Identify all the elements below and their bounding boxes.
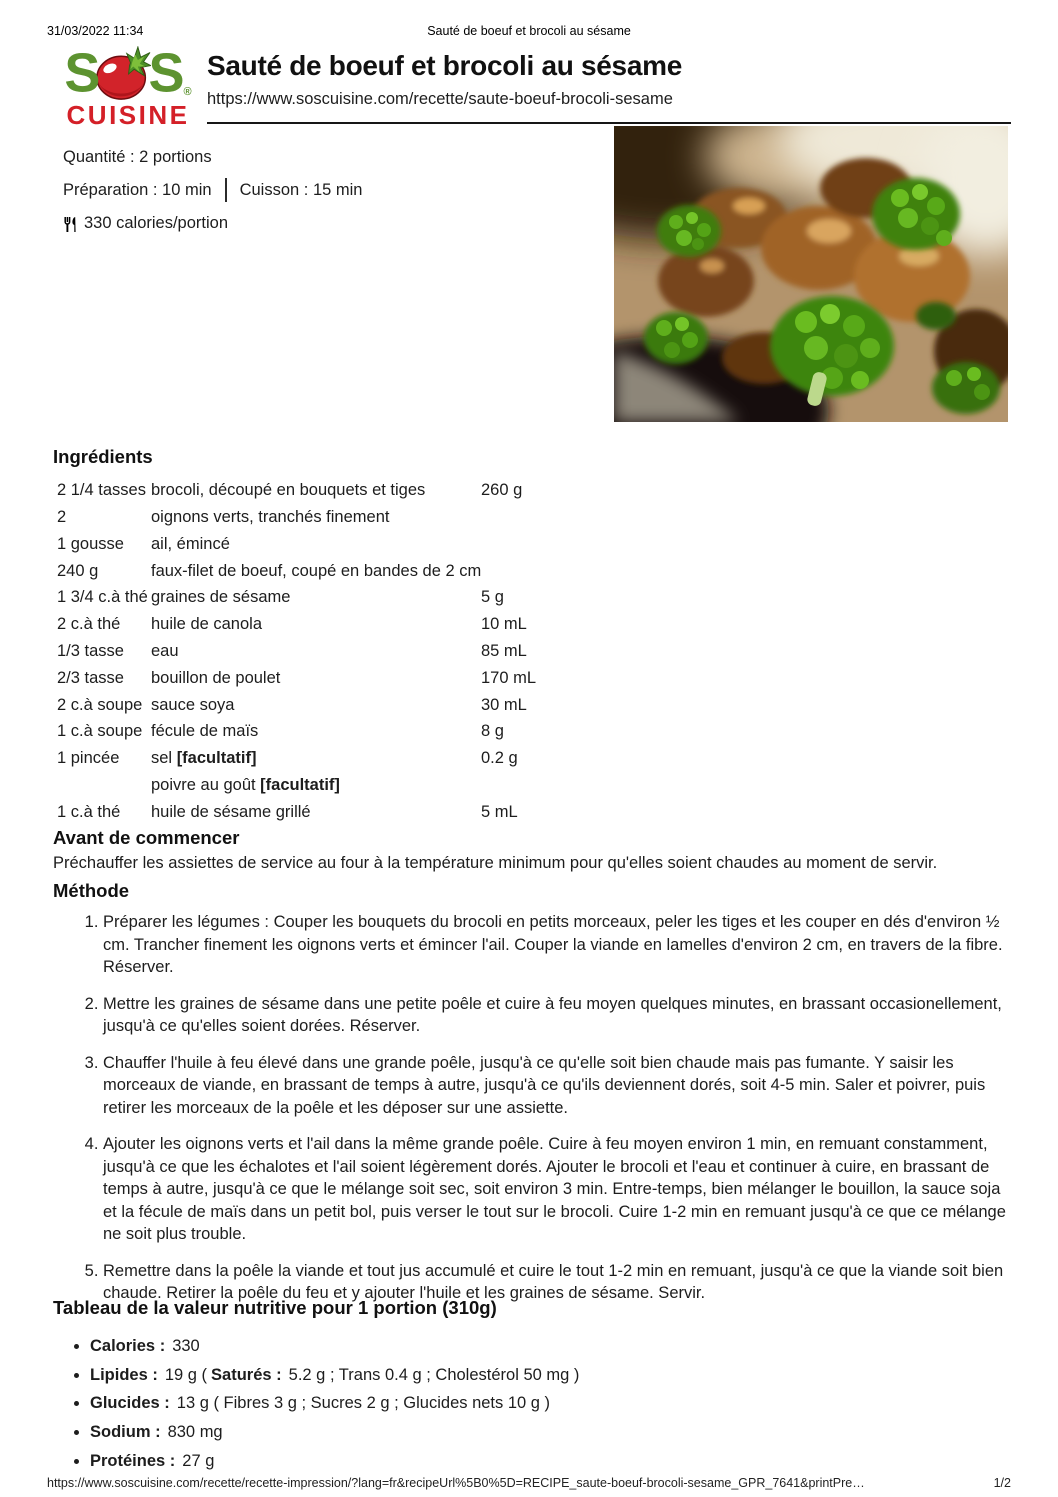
ingredient-qty: 1 gousse <box>57 534 124 553</box>
ingredient-row <box>53 718 653 745</box>
fork-knife-icon <box>63 216 79 233</box>
ingredient-qty <box>53 772 151 799</box>
recipe-photo <box>614 126 1008 422</box>
method-step <box>103 1052 1015 1120</box>
nutrition-value: 27 g <box>182 1451 215 1470</box>
ingredient-name-text: brocoli, découpé en bouquets et tiges <box>151 481 426 500</box>
before-section <box>53 826 1015 874</box>
footer-url: https://www.soscuisine.com/recette/recette-impression/?lang=fr&recipeUrl%5B0%5D=RECIPE_saute-boeuf-brocoli-sesame_GPR_7641&printPre… <box>47 1476 865 1490</box>
ingredient-name-text: fécule de maïs <box>151 722 259 741</box>
method-heading: Méthode <box>53 880 130 901</box>
ingredient-metric: 85 mL <box>481 641 527 660</box>
ingredient-name <box>151 745 481 772</box>
ingredient-qty: 240 g <box>57 561 99 580</box>
nutrition-sublabel: Saturés : <box>211 1365 282 1384</box>
ingredient-name-text: sel <box>151 749 177 768</box>
ingredient-metric: 260 g <box>481 481 523 500</box>
ingredient-name <box>151 558 481 585</box>
method-step <box>103 911 1015 979</box>
footer-page-number: 1/2 <box>993 1476 1011 1490</box>
ingredient-metric: 5 mL <box>481 802 518 821</box>
ingredient-metric: 170 mL <box>481 668 537 687</box>
nutrition-value: 830 mg <box>167 1422 223 1441</box>
ingredient-name-text: poivre au goût <box>151 775 261 794</box>
ingredient-qty: 1 pincée <box>57 749 120 768</box>
brand-logo <box>60 42 196 130</box>
nutrition-label: Calories : <box>90 1337 166 1356</box>
nutrition-item <box>90 1332 1015 1361</box>
nutrition-value: 13 g ( Fibres 3 g ; Sucres 2 g ; Glucides nets 10 g ) <box>176 1394 551 1413</box>
logo-letter-s2: S <box>148 42 183 104</box>
meta-times-row <box>63 179 362 201</box>
ingredient-name-text: graines de sésame <box>151 588 291 607</box>
ingredients-heading: Ingrédients <box>53 446 153 467</box>
header-divider <box>207 122 1011 124</box>
registered-mark: ® <box>183 86 192 98</box>
ingredient-name <box>151 611 481 638</box>
ingredient-row <box>53 665 653 692</box>
brand-logo-top <box>60 42 196 104</box>
ingredient-metric: 0.2 g <box>481 749 518 768</box>
ingredient-name <box>151 692 481 719</box>
ingredient-name-text: huile de canola <box>151 615 263 634</box>
ingredient-name-text: bouillon de poulet <box>151 668 281 687</box>
nutrition-heading: Tableau de la valeur nutritive pour 1 portion (310g) <box>53 1297 497 1318</box>
print-footer <box>47 1476 1011 1490</box>
print-datetime: 31/03/2022 11:34 <box>47 24 144 38</box>
ingredient-name <box>151 477 481 504</box>
method-step-text: Préparer les légumes : Couper les bouquets du brocoli en petits morceaux, peler les tiges et les couper en dés d'environ ½ cm. Trancher finement les oignons verts et émincer l'ail. Couper la viande en lamelles d'environ 2 cm, en travers de la fibre. Réserver. <box>103 913 1003 977</box>
ingredient-qty: 2/3 tasse <box>57 668 124 687</box>
ingredient-name-text: ail, émincé <box>151 534 230 553</box>
ingredient-optional: [facultatif] <box>260 775 340 794</box>
ingredient-row <box>53 638 653 665</box>
ingredient-qty: 1 c.à soupe <box>57 722 143 741</box>
ingredient-row <box>53 558 653 585</box>
ingredient-name-text: sauce soya <box>151 695 235 714</box>
nutrition-item <box>90 1418 1015 1447</box>
ingredient-qty: 2 <box>57 507 67 526</box>
nutrition-label: Glucides : <box>90 1394 170 1413</box>
ingredient-name-text: oignons verts, tranchés finement <box>151 507 390 526</box>
ingredient-metric: 5 g <box>481 588 504 607</box>
method-steps <box>53 911 1015 1305</box>
recipe-title: Sauté de boeuf et brocoli au sésame <box>207 50 682 81</box>
ingredient-name <box>151 638 481 665</box>
ingredient-name-text: faux-filet de boeuf, coupé en bandes de 2 cm <box>151 561 482 580</box>
ingredient-name <box>151 772 481 799</box>
meta-calories-row <box>63 212 362 234</box>
before-text: Préchauffer les assiettes de service au four à la température minimum pour qu'elles soient chaudes au moment de servir. <box>53 854 938 873</box>
logo-letter-s1: S <box>64 42 99 104</box>
ingredient-qty: 1/3 tasse <box>57 641 124 660</box>
recipe-url: https://www.soscuisine.com/recette/saute-boeuf-brocoli-sesame <box>207 89 673 108</box>
ingredients-table <box>53 477 653 825</box>
ingredient-name <box>151 665 481 692</box>
title-block <box>207 49 1011 124</box>
nutrition-item <box>90 1447 1015 1476</box>
ingredient-name <box>151 584 481 611</box>
meta-quantity-row <box>63 146 362 168</box>
ingredient-metric: 30 mL <box>481 695 527 714</box>
ingredient-qty: 1 3/4 c.à thé <box>57 588 148 607</box>
ingredient-row <box>53 611 653 638</box>
ingredient-row <box>53 692 653 719</box>
logo-wordmark: CUISINE <box>66 100 190 130</box>
method-step-text: Mettre les graines de sésame dans une petite poêle et cuire à feu moyen quelques minutes, en brassant occasionellement, jusqu'à ce qu'elles soient dorées. Réserver. <box>103 994 1002 1036</box>
calories-label: 330 calories/portion <box>84 213 229 232</box>
times-divider <box>225 178 227 202</box>
ingredient-name-text: huile de sésame grillé <box>151 802 311 821</box>
nutrition-section <box>53 1296 1015 1475</box>
recipe-meta <box>63 146 362 245</box>
ingredient-qty: 2 1/4 tasses <box>57 481 146 500</box>
ingredients-section <box>53 445 653 825</box>
ingredient-row <box>53 504 653 531</box>
method-step-text: Ajouter les oignons verts et l'ail dans la même grande poêle. Cuire à feu moyen environ 1 min, en remuant constamment, jusqu'à ce que les échalotes et l'ail soient légèrement dorés. Ajouter le brocoli et l'eau et continuer à cuire, en brassant de temps à autre, jusqu'à ce que le mélange soit sec, soit environ 3 min. Entre-temps, bien mélanger le bouillon, la sauce soja et la fécule de maïs dans un petit bol, puis verser le tout sur le brocoli. Cuire 1-2 min en remuant jusqu'à ce que ce mélange ne soit plus trouble. <box>103 1135 1006 1244</box>
nutrition-subvalue: 5.2 g ; Trans 0.4 g ; Cholestérol 50 mg ) <box>288 1365 580 1384</box>
method-step-text: Remettre dans la poêle la viande et tout jus accumulé et cuire le tout 1-2 min en remuant, jusqu'à ce que la viande soit bien chaude. Retirer la poêle du feu et y ajouter l'huile et les graines de sésame. Servir. <box>103 1261 1004 1303</box>
tomato-icon <box>95 46 151 100</box>
print-header <box>47 24 1011 38</box>
ingredient-qty: 2 c.à thé <box>57 615 121 634</box>
method-section <box>53 879 1015 1319</box>
method-step-text: Chauffer l'huile à feu élevé dans une grande poêle, jusqu'à ce qu'elle soit bien chaude mais pas fumante. Y saisir les morceaux de viande, en brassant de temps à autre, jusqu'à ce qu'ils deviennent dorés, soit 4-5 min. Saler et poivrer, puis retirer les morceaux de la poêle et les déposer sur une assiette. <box>103 1053 986 1117</box>
nutrition-value: 19 g ( <box>164 1365 208 1384</box>
nutrition-label: Lipides : <box>90 1365 158 1384</box>
nutrition-item <box>90 1389 1015 1418</box>
method-step <box>103 993 1015 1038</box>
ingredient-qty: 2 c.à soupe <box>57 695 143 714</box>
print-doc-title: Sauté de boeuf et brocoli au sésame <box>427 24 631 38</box>
ingredient-qty: 1 c.à thé <box>57 802 121 821</box>
ingredient-name <box>151 799 481 826</box>
nutrition-label: Protéines : <box>90 1451 176 1470</box>
ingredient-row <box>53 531 653 558</box>
ingredient-row <box>53 745 653 772</box>
ingredient-optional: [facultatif] <box>176 749 257 768</box>
ingredient-name <box>151 504 481 531</box>
ingredient-row <box>53 772 653 799</box>
nutrition-item <box>90 1361 1015 1390</box>
ingredient-name <box>151 718 481 745</box>
nutrition-list <box>53 1332 1015 1475</box>
ingredient-row <box>53 799 653 826</box>
ingredient-name <box>151 531 481 558</box>
ingredient-metric: 10 mL <box>481 615 527 634</box>
ingredient-row <box>53 477 653 504</box>
prep-label: Préparation : 10 min <box>63 180 212 199</box>
ingredient-row <box>53 584 653 611</box>
quantity-label: Quantité : 2 portions <box>63 147 212 166</box>
cook-label: Cuisson : 15 min <box>239 180 363 199</box>
before-heading: Avant de commencer <box>53 827 240 848</box>
method-step <box>103 1133 1015 1246</box>
nutrition-label: Sodium : <box>90 1422 161 1441</box>
ingredient-name-text: eau <box>151 641 179 660</box>
nutrition-value: 330 <box>172 1337 200 1356</box>
ingredient-metric: 8 g <box>481 722 504 741</box>
